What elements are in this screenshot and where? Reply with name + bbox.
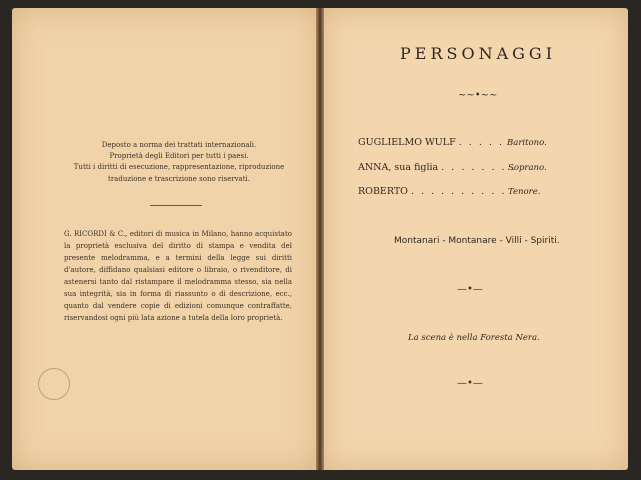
voice-type: Baritono. (507, 138, 547, 148)
character-row (358, 186, 506, 197)
copyright-notice (68, 140, 290, 185)
divider-rule (150, 205, 202, 206)
publisher-notice: G. RICORDI & C., editori di musica in Milano, hanno acquistato la proprietà esclusiva del diritto di stampa e vendita del presente melodramma, e a termini della legge sui diritti d'autore, diffidano qualsiasi editore o libraio, o rivenditore, di astenersi tanto dal ristampare il melodramma stesso, sia nella sua integrità, sia in forma di riassunto o di descrizione, ecc., quanto dal vendere copie di edizioni comunque contraffatte, riservandosi ogni più lata azione a tutela della loro proprietà. (64, 230, 292, 322)
copyright-line: traduzione e trascrizione sono riservati. (108, 174, 250, 183)
leader-dots: . . . . . (458, 137, 504, 148)
character-row (358, 162, 517, 173)
character-name: ROBERTO (358, 186, 408, 197)
ornament-icon: —•— (457, 378, 483, 389)
book-gutter (316, 8, 324, 470)
voice-type: Tenore. (508, 187, 541, 197)
copyright-line: Tutti i diritti di esecuzione, rappresentazione, riproduzione (73, 163, 285, 172)
voice-type: Soprano. (508, 163, 547, 173)
leader-dots: . . . . . . . . . . (411, 186, 507, 197)
character-row (358, 137, 504, 148)
leader-dots: . . . . . . . . (441, 162, 517, 173)
library-stamp-icon (38, 368, 70, 400)
character-name: GUGLIELMO WULF (358, 137, 456, 148)
copyright-line: Proprietà degli Editori per tutti i paesi. (109, 152, 249, 161)
page-title: PERSONAGGI (400, 44, 557, 63)
ornament-icon: —•— (457, 284, 483, 295)
scene-setting: La scena è nella Foresta Nera. (408, 333, 540, 343)
character-name: ANNA, sua figlia (358, 162, 439, 173)
ornament-icon: ~~•~~ (458, 90, 498, 101)
chorus-list: Montanari - Montanare - Villi - Spiriti. (394, 236, 560, 246)
copyright-line: Deposto a norma dei trattati internazionali. (101, 141, 257, 149)
